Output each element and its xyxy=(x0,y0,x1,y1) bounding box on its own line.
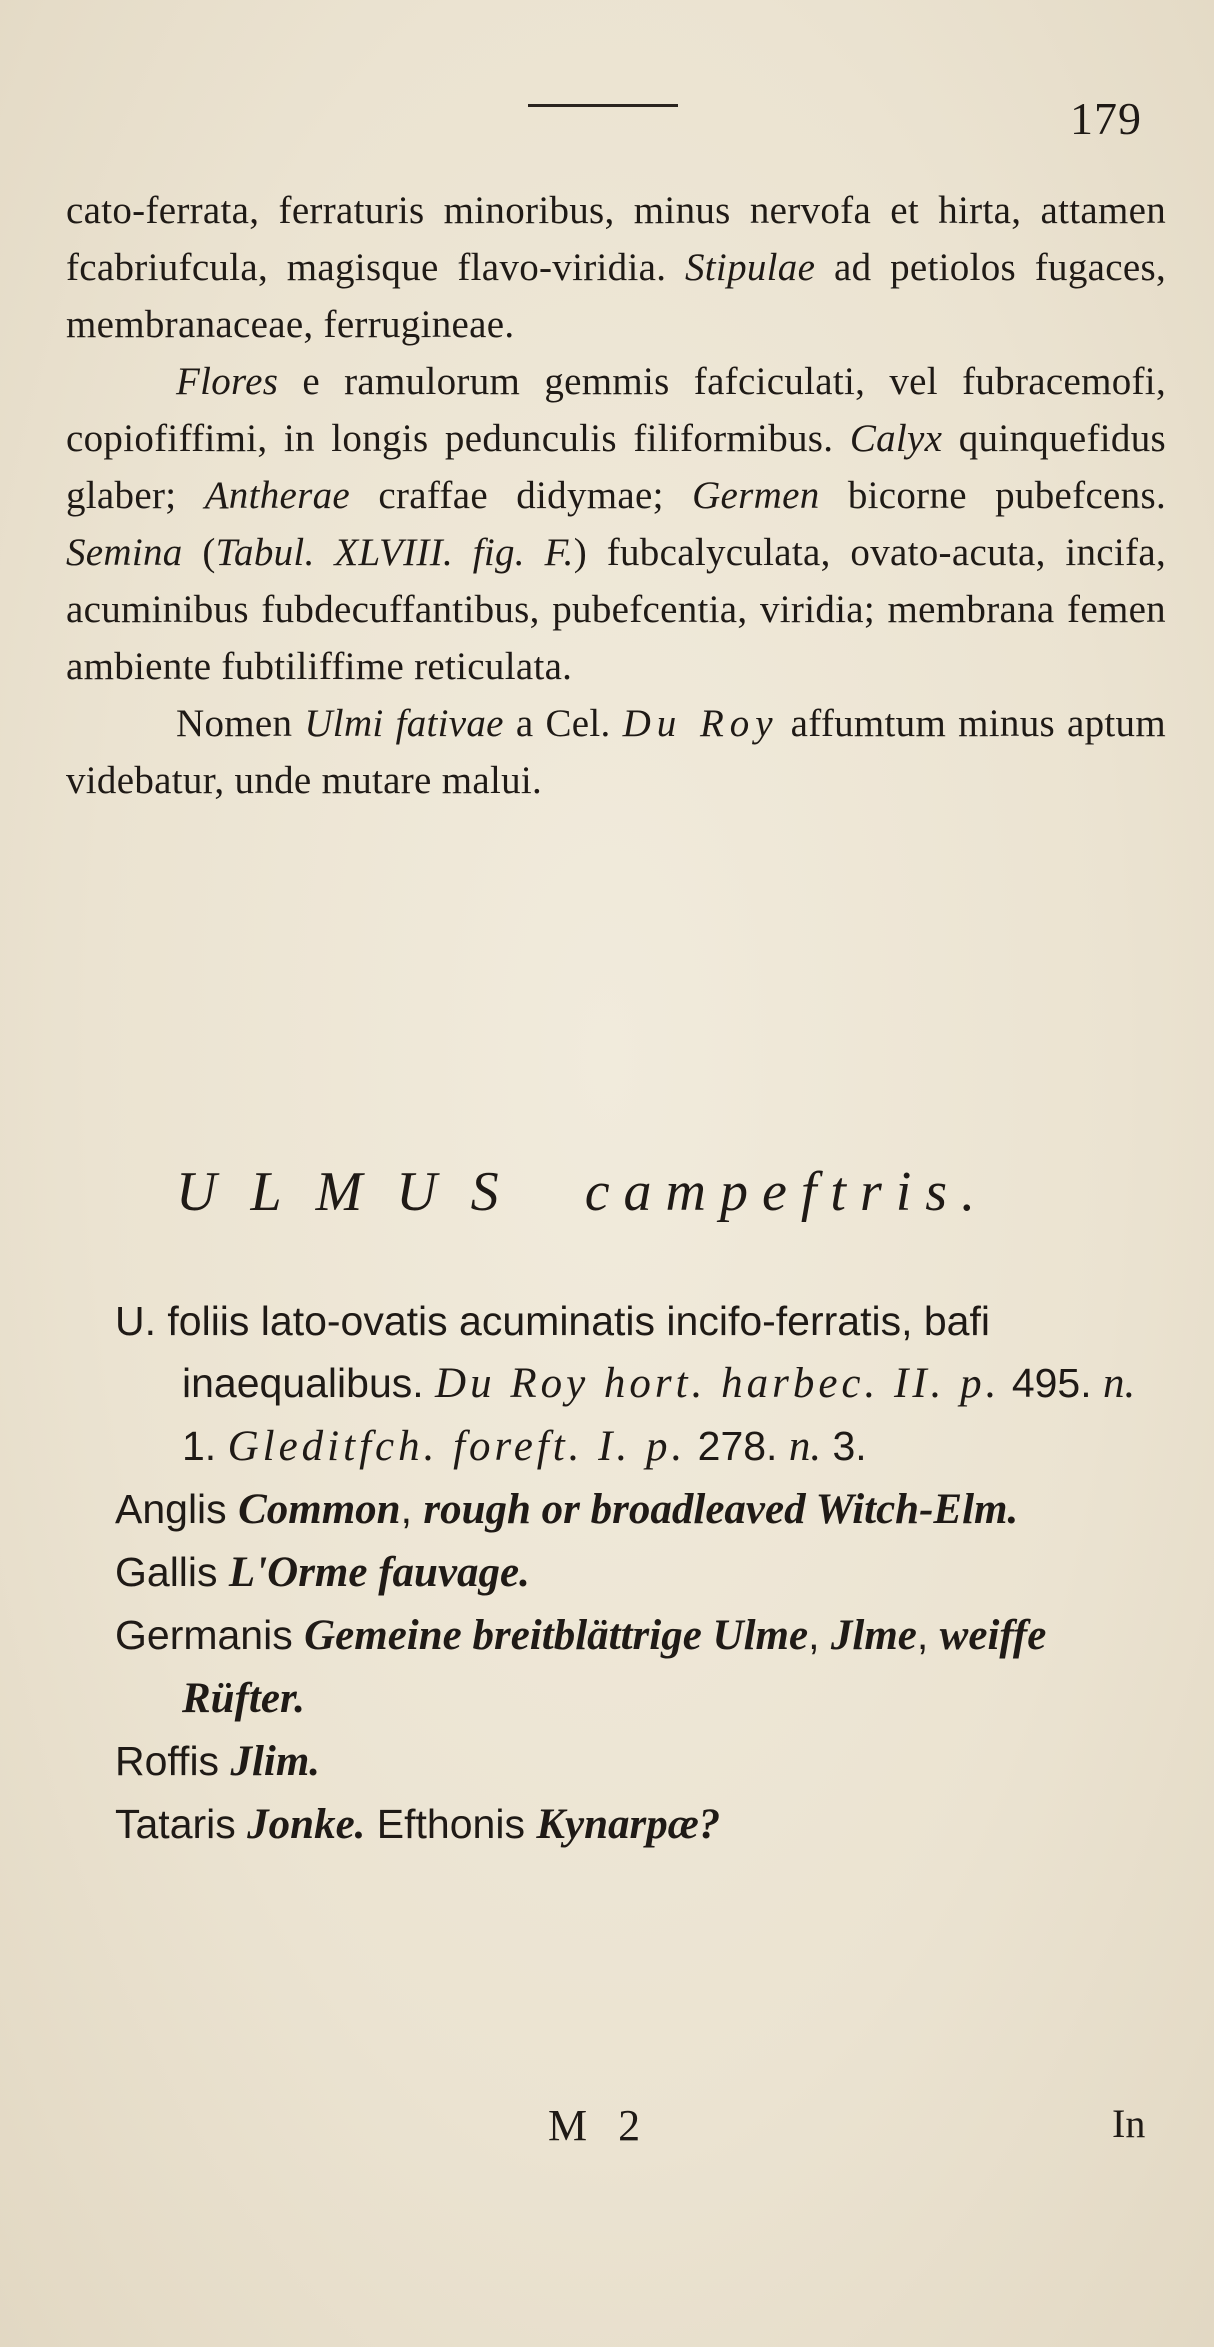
text-run: , xyxy=(808,1612,831,1658)
text-run: U. foliis lato-ovatis acuminatis incifo-ferratis, bafi inaequalibus. xyxy=(115,1298,990,1406)
species-epithet: campeftris. xyxy=(584,1161,990,1223)
text-run: ( xyxy=(182,531,216,574)
text-run: Nomen xyxy=(176,702,305,745)
page-number: 179 xyxy=(1070,93,1142,144)
vernacular-name: weiffe Rüfter. xyxy=(182,1612,1047,1722)
term-germen: Germen xyxy=(692,474,820,517)
term-flores: Flores xyxy=(176,360,279,403)
vernacular-name: Jlim. xyxy=(230,1738,321,1785)
genus-name: ULMUS xyxy=(176,1161,533,1223)
paragraph-flowers xyxy=(66,353,1166,695)
text-run: affumtum minus aptum videbatur, unde mutare malui. xyxy=(66,702,1166,802)
text-run: bicorne pubefcens. xyxy=(819,474,1166,517)
text-run: ad petiolos fugaces, membranaceae, ferrugineae. xyxy=(66,246,1166,346)
term-antherae: Antherae xyxy=(204,474,351,517)
citation-gleditsch: Gleditfch. foreft. I. p. xyxy=(227,1423,687,1470)
text-run: craffae didymae; xyxy=(350,474,693,517)
vernacular-name: Gemeine breitblättrige Ulme xyxy=(304,1612,809,1659)
language-label: Anglis xyxy=(115,1486,239,1532)
language-label: Germanis xyxy=(115,1612,305,1658)
text-run: a Cel. xyxy=(503,702,623,745)
language-label: Efthonis xyxy=(365,1801,537,1847)
vernacular-name: Jlme xyxy=(830,1612,917,1659)
vernacular-name: L'Orme fauvage. xyxy=(228,1549,530,1596)
text-run: 1. xyxy=(182,1423,228,1469)
vernacular-english xyxy=(115,1478,1175,1541)
language-label: Tataris xyxy=(115,1801,248,1847)
vernacular-name: Kynarpæ? xyxy=(536,1801,721,1848)
text-run: n. xyxy=(788,1423,822,1470)
text-run: 3. xyxy=(821,1423,867,1469)
paragraph-leaves xyxy=(66,182,1166,353)
vernacular-name: Common xyxy=(238,1486,401,1533)
text-run: 278. xyxy=(686,1423,789,1469)
text-run: , xyxy=(916,1612,940,1658)
author-du-roy: Du Roy xyxy=(622,702,779,745)
catchword: In xyxy=(1112,2101,1146,2146)
vernacular-tatar-estonian xyxy=(115,1793,1175,1856)
species-entries xyxy=(115,1290,1175,1856)
text-run: , xyxy=(400,1486,424,1532)
text-run: 495. xyxy=(1000,1360,1104,1406)
signature-mark: M 2 xyxy=(548,2101,651,2150)
text-run: ) fubcalyculata, ovato-acuta, incifa, acuminibus fubdecuffantibus, pubefcentia, viridia; membrana femen ambiente fubtiliffime reticulata. xyxy=(66,531,1166,688)
term-semina: Semina xyxy=(66,531,183,574)
text-run: quinquefidus glaber; xyxy=(66,417,1167,517)
term-calyx: Calyx xyxy=(849,417,943,460)
term-stipulae: Stipulae xyxy=(685,246,816,289)
vernacular-german xyxy=(115,1604,1175,1730)
text-run: cato-ferrata, ferraturis minoribus, minus nervofa et hirta, attamen fcabriufcula, magisque flavo-viridia. xyxy=(66,189,1166,289)
paragraph-nomen xyxy=(66,695,1166,809)
citation-du-roy: Du Roy hort. harbec. II. p. xyxy=(435,1360,1001,1407)
header-rule xyxy=(528,104,678,107)
vernacular-russian xyxy=(115,1730,1175,1793)
name-ulmi-sativae: Ulmi fativae xyxy=(304,702,504,745)
language-label: Roffis xyxy=(115,1738,231,1784)
text-run: e ramulorum gemmis fafciculati, vel fubracemofi, copiofiffimi, in longis pedunculis filiformibus. xyxy=(66,360,1166,460)
plate-reference: Tabul. XLVIII. fig. F. xyxy=(215,531,574,574)
description-text xyxy=(66,182,1166,809)
text-run: n. xyxy=(1103,1360,1136,1407)
vernacular-name: rough or broadleaved Witch-Elm. xyxy=(423,1486,1019,1533)
vernacular-french xyxy=(115,1541,1175,1604)
species-heading xyxy=(176,1160,989,1224)
diagnosis-entry xyxy=(115,1290,1175,1478)
language-label: Gallis xyxy=(115,1549,229,1595)
vernacular-name: Jonke. xyxy=(247,1801,366,1848)
